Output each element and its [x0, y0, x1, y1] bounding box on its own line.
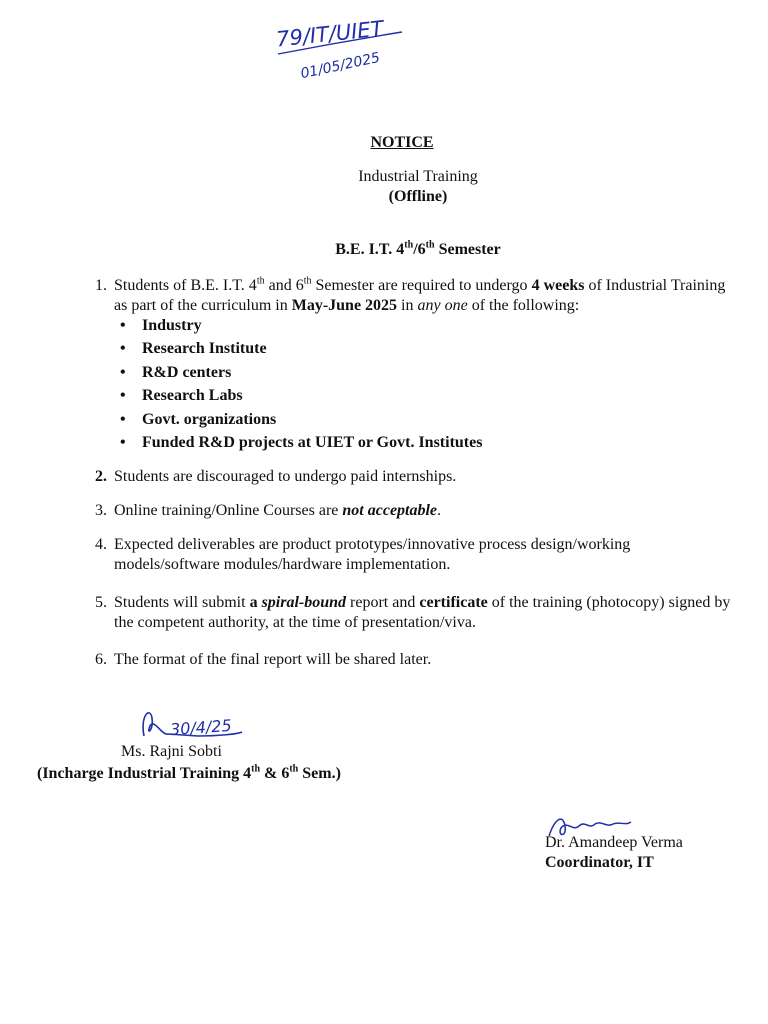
signature-rajni-sobti — [138, 706, 248, 748]
point-number: 4. — [95, 536, 107, 553]
point-text: The format of the final report will be shared later. — [114, 651, 432, 668]
point-2 — [95, 467, 740, 487]
signatory-role: (Incharge Industrial Training 4th & 6th Sem.) — [37, 763, 341, 782]
point-4 — [95, 535, 740, 575]
list-item: • Research Labs — [120, 386, 620, 409]
point-3 — [95, 501, 740, 521]
list-item: • Funded R&D projects at UIET or Govt. Institutes — [120, 433, 620, 456]
point-5 — [95, 593, 740, 633]
list-item: • R&D centers — [120, 363, 620, 386]
training-options-list — [120, 316, 620, 456]
point-number: 1. — [95, 277, 107, 294]
signature-date: 30/4/25 — [169, 715, 233, 740]
point-text: Students of B.E. I.T. 4th and 6th Semester are required to undergo 4 weeks of Industrial Training as part of the curriculum in May-June 2025 in any one of the following: — [114, 275, 726, 314]
reference-date: 01/05/2025 — [299, 49, 382, 83]
point-1 — [95, 276, 740, 316]
point-number: 6. — [95, 651, 107, 668]
point-text: Expected deliverables are product prototypes/innovative process design/working models/software modules/hardware implementation. — [114, 536, 631, 573]
semester-heading: B.E. I.T. 4th/6th Semester — [335, 239, 501, 258]
signatory-name: Ms. Rajni Sobti — [121, 743, 222, 760]
point-number: 3. — [95, 502, 107, 519]
training-mode: (Offline) — [388, 188, 448, 205]
coordinator-role: Coordinator, IT — [545, 854, 654, 871]
notice-subtitle: Industrial Training — [358, 168, 478, 185]
point-text: Online training/Online Courses are not acceptable. — [114, 502, 442, 519]
point-text: Students will submit a spiral-bound report and certificate of the training (photocopy) signed by the competent authority, at the time of presentation/viva. — [114, 594, 731, 631]
handwritten-reference — [270, 16, 410, 83]
list-item: • Research Institute — [120, 339, 620, 362]
coordinator-name: Dr. Amandeep Verma — [545, 834, 683, 851]
list-item: • Govt. organizations — [120, 410, 620, 433]
point-number: 2. — [95, 468, 107, 485]
list-item: • Industry — [120, 316, 620, 339]
reference-number: 79/IT/UIET — [275, 16, 385, 52]
notice-title: NOTICE — [370, 134, 434, 151]
point-number: 5. — [95, 594, 107, 611]
point-text: Students are discouraged to undergo paid internships. — [114, 468, 457, 485]
point-6 — [95, 650, 740, 670]
